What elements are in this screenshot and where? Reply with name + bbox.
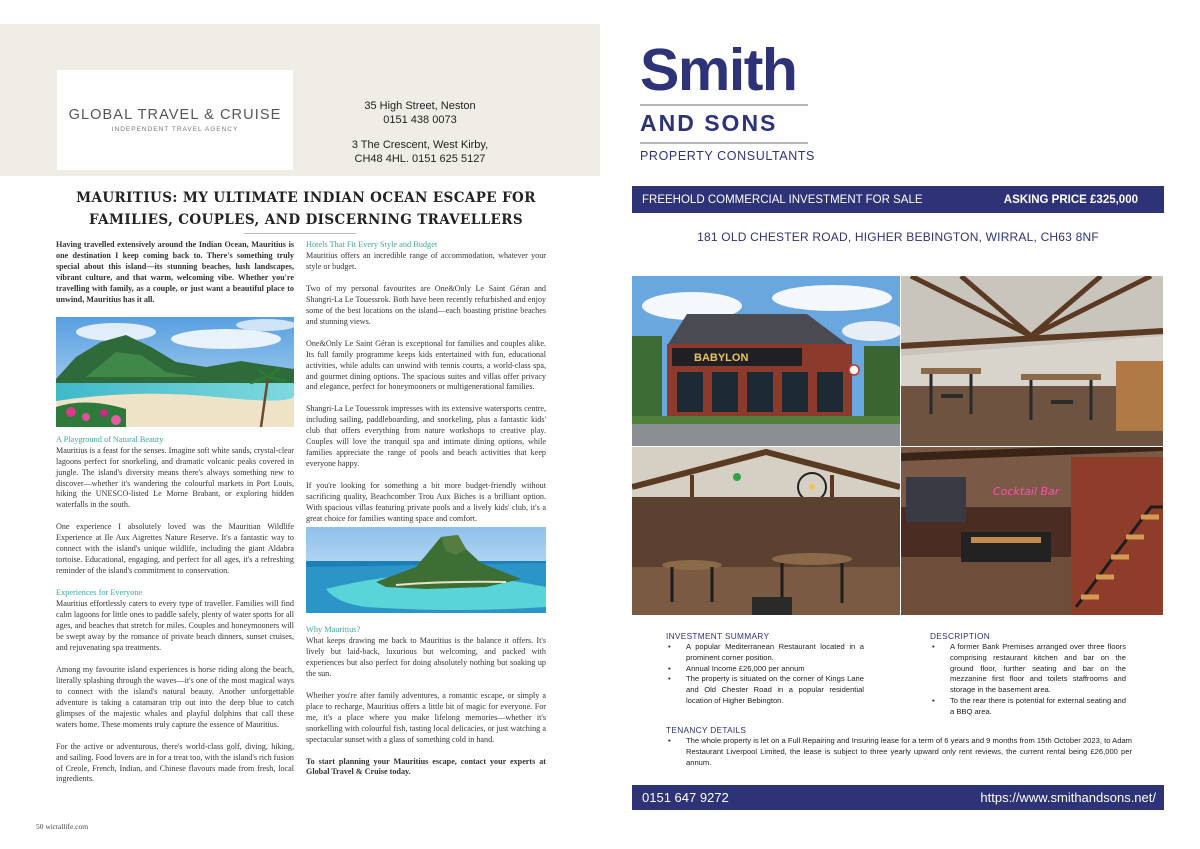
- heading-why: Why Mauritius?: [306, 624, 361, 634]
- interior-dining-photo: [632, 447, 900, 615]
- call-to-action: To start planning your Mauritius escape, contact your experts at Global Travel & Cruise today.: [306, 756, 546, 777]
- interior-mezzanine-photo: [901, 276, 1163, 446]
- logo-property-consultants: PROPERTY CONSULTANTS: [640, 149, 815, 163]
- tenancy-list: [666, 736, 1132, 768]
- heading-hotels: Hotels That Fit Every Style and Budget: [306, 240, 438, 249]
- article-column-1: [56, 240, 294, 785]
- investment-item: • A popular Mediterranean Restaurant located in a prominent corner position.: [666, 642, 864, 664]
- para-active: For the active or adventurous, there's world-class golf, diving, hiking, and sailing. Food lovers are in for a treat too, with the island's rich fusion of Creole, French, Indian, and Chinese flavours made from fresh, local ingredients.: [56, 741, 294, 784]
- logo-rule-top: [640, 104, 808, 106]
- para-hotels: Mauritius offers an incredible range of accommodation, whatever your style or budget.: [306, 250, 546, 271]
- para-wildlife: One experience I absolutely loved was the Mauritian Wildlife Experience at Ile Aux Aigrettes Nature Reserve. It's a fantastic way to connect with the island's unique wildlife, including the giant Aldabra tortoise. Educational, engaging, and perfect for all ages, it's a refreshing reminder of the island's commitment to conservation.: [56, 522, 294, 576]
- contact-bar: [632, 785, 1164, 810]
- investment-item: • Annual Income £26,000 per annum: [666, 664, 864, 675]
- para-whether: Whether you're after family adventures, a romantic escape, or simply a place to recharge, Mauritius offers a little bit of magic for everyone. For me, it's a place where you make lifelong memories—whether it's snorkelling with colourful fish, tasting local delicacies, or just watching a spectacular sunset with a glass of something cold in hand.: [306, 690, 546, 744]
- article-title-line2: FAMILIES, COUPLES, AND DISCERNING TRAVELLERS: [88, 212, 523, 228]
- investment-summary-heading: INVESTMENT SUMMARY: [666, 631, 770, 641]
- exterior-sign: BABYLON: [694, 352, 749, 364]
- logo-and-sons: AND SONS: [640, 110, 778, 136]
- asking-price: ASKING PRICE £325,000: [1003, 193, 1138, 206]
- para-everyone: Mauritius effortlessly caters to every type of traveller. Families will find calm lagoons for little ones to paddle safely, plenty of water sports for all ages, and beaches that stretch for miles. Couples and honeymooners will be swept away by the romance of private beach dinners, sunset cruises, and rejuvenating spa treatments.: [56, 599, 294, 652]
- title-divider: [244, 233, 356, 234]
- investment-summary-list: [666, 642, 864, 707]
- global-travel-logo: [57, 70, 293, 170]
- article-intro: Having travelled extensively around the Indian Ocean, Mauritius is one destination I keep coming back to. There's something truly special about this island—its stunning beaches, lush landscapes, vibrant culture, and that warm, welcoming vibe. Whether you're travelling with family, as a couple, or just want a beautiful place to unwind, Mauritius has it all.: [56, 240, 294, 304]
- global-travel-logo-name: GLOBAL TRAVEL & CRUISE: [68, 107, 282, 123]
- phone-number[interactable]: 0151 647 9272: [642, 790, 729, 805]
- article-column-2: [306, 240, 546, 778]
- address-west-kirby: 3 The Crescent, West Kirby,: [351, 139, 489, 151]
- travel-advert-banner: [0, 24, 600, 176]
- heading-playground: A Playground of Natural Beauty: [56, 434, 164, 444]
- article-title-line1: MAURITIUS: MY ULTIMATE INDIAN OCEAN ESCAPE FOR: [76, 190, 536, 206]
- investment-item: • The property is situated on the corner of Kings Lane and Old Chester Road in a popular residential location of Higher Bebington.: [666, 674, 864, 706]
- property-address: 181 OLD CHESTER ROAD, HIGHER BEBINGTON, WIRRAL, CH63 8NF: [697, 230, 1099, 244]
- para-budget: If you're looking for something a bit more budget-friendly without sacrificing quality, Beachcomber Trou Aux Biches is a brilliant option. With spacious villas featuring private pools and a lively kids' club, it's a great choice for families wanting space and comfort.: [306, 481, 546, 524]
- interior-bar-stairs-photo: [901, 447, 1163, 615]
- para-why: What keeps drawing me back to Mauritius is the balance it offers. It's lively but laid-back, luxurious but welcoming, and packed with experiences but also perfect for doing absolutely nothing but soaking up the sun.: [306, 635, 546, 678]
- tenancy-item: • The whole property is let on a Full Repairing and Insuring lease for a term of 6 years and 9 months from 15th October 2023, to Adam Restaurant Liverpool Limited, the lease is subject to three yearly upward only rent reviews, the current rental being £26,000 per annum.: [666, 736, 1132, 768]
- para-shangri-la: Shangri-La Le Touessrok impresses with its extensive watersports centre, including sailing, paddleboarding, and snorkeling, plus a fantastic kids' club that offers everything from nature workshops to creative play. Couples will love the tranquil spa and intimate dining options, while families appreciate the range of pools and beach activities that keep everyone happy.: [306, 404, 546, 469]
- phone-neston: 0151 438 0073: [383, 113, 457, 126]
- le-morne-aerial-photo: [306, 527, 546, 613]
- para-favourites: Two of my personal favourites are One&Only Le Saint Géran and Shangri-La Le Touessrok. Both have been recently refurbished and enjoy some of the best locations on the island—each boasting pristine beaches and stunning views.: [306, 283, 546, 326]
- travel-advert-addresses: [340, 100, 500, 166]
- para-one-and-only: One&Only Le Saint Géran is exceptional for families and couples alike. Its full family programme keeps kids entertained with fun, educational activities, while adults can unwind with tennis courts, a world-class spa, and gourmet dining options. The spacious suites and villas offer privacy and elegance, perfect for honeymooners or multigenerational families.: [306, 338, 546, 392]
- para-playground: Mauritius is a feast for the senses. Imagine soft white sands, crystal-clear lagoons perfect for snorkeling, and dramatic volcanic peaks covered in jungle. The island's diversity means there's always something new to discover—whether it's wandering the colourful markets in Port Louis, hiking the UNESCO-listed Le Morne Brabant, or exploring hidden waterfalls in the south.: [56, 445, 294, 510]
- page-folio: 50 wirrallife.com: [36, 822, 89, 831]
- description-item: • A former Bank Premises arranged over three floors comprising restaurant kitchen and bar on the ground floor, further seating and bar on the mezzanine first floor and toilets staffrooms and storage in the basement area.: [930, 642, 1126, 696]
- global-travel-logo-tagline: INDEPENDENT TRAVEL AGENCY: [111, 126, 239, 133]
- address-west-kirby-phone: CH48 4HL. 0151 625 5127: [354, 152, 486, 165]
- logo-smith: Smith: [640, 37, 797, 103]
- heading-everyone: Experiences for Everyone: [56, 588, 143, 598]
- property-exterior-photo: [632, 276, 900, 446]
- para-horse: Among my favourite island experiences is horse riding along the beach, literally splashing through the waves—it's one of the most magical ways to connect with the island's natural beauty. Another unforgettable adventure is taking a catamaran trip out into the deep blue to catch glimpses of the majestic whales and playful dolphins that call these waters home. These moments truly capture the essence of Mauritius.: [56, 664, 294, 729]
- right-page: [600, 0, 1200, 849]
- sale-label: FREEHOLD COMMERCIAL INVESTMENT FOR SALE: [642, 193, 923, 206]
- mauritius-beach-photo: [56, 317, 294, 427]
- website-link[interactable]: https://www.smithandsons.net/: [980, 790, 1156, 805]
- tenancy-heading: TENANCY DETAILS: [666, 725, 747, 735]
- logo-rule-bottom: [640, 142, 808, 144]
- neon-cocktail-sign: Cocktail Bar: [993, 485, 1060, 498]
- article-title: [56, 187, 556, 231]
- address-neston: 35 High Street, Neston: [364, 100, 476, 112]
- description-list: [930, 642, 1126, 718]
- description-heading: DESCRIPTION: [930, 631, 991, 641]
- smith-and-sons-logo: [640, 38, 815, 164]
- sale-banner: [632, 186, 1164, 213]
- description-item: • To the rear there is potential for external seating and a BBQ area.: [930, 696, 1126, 718]
